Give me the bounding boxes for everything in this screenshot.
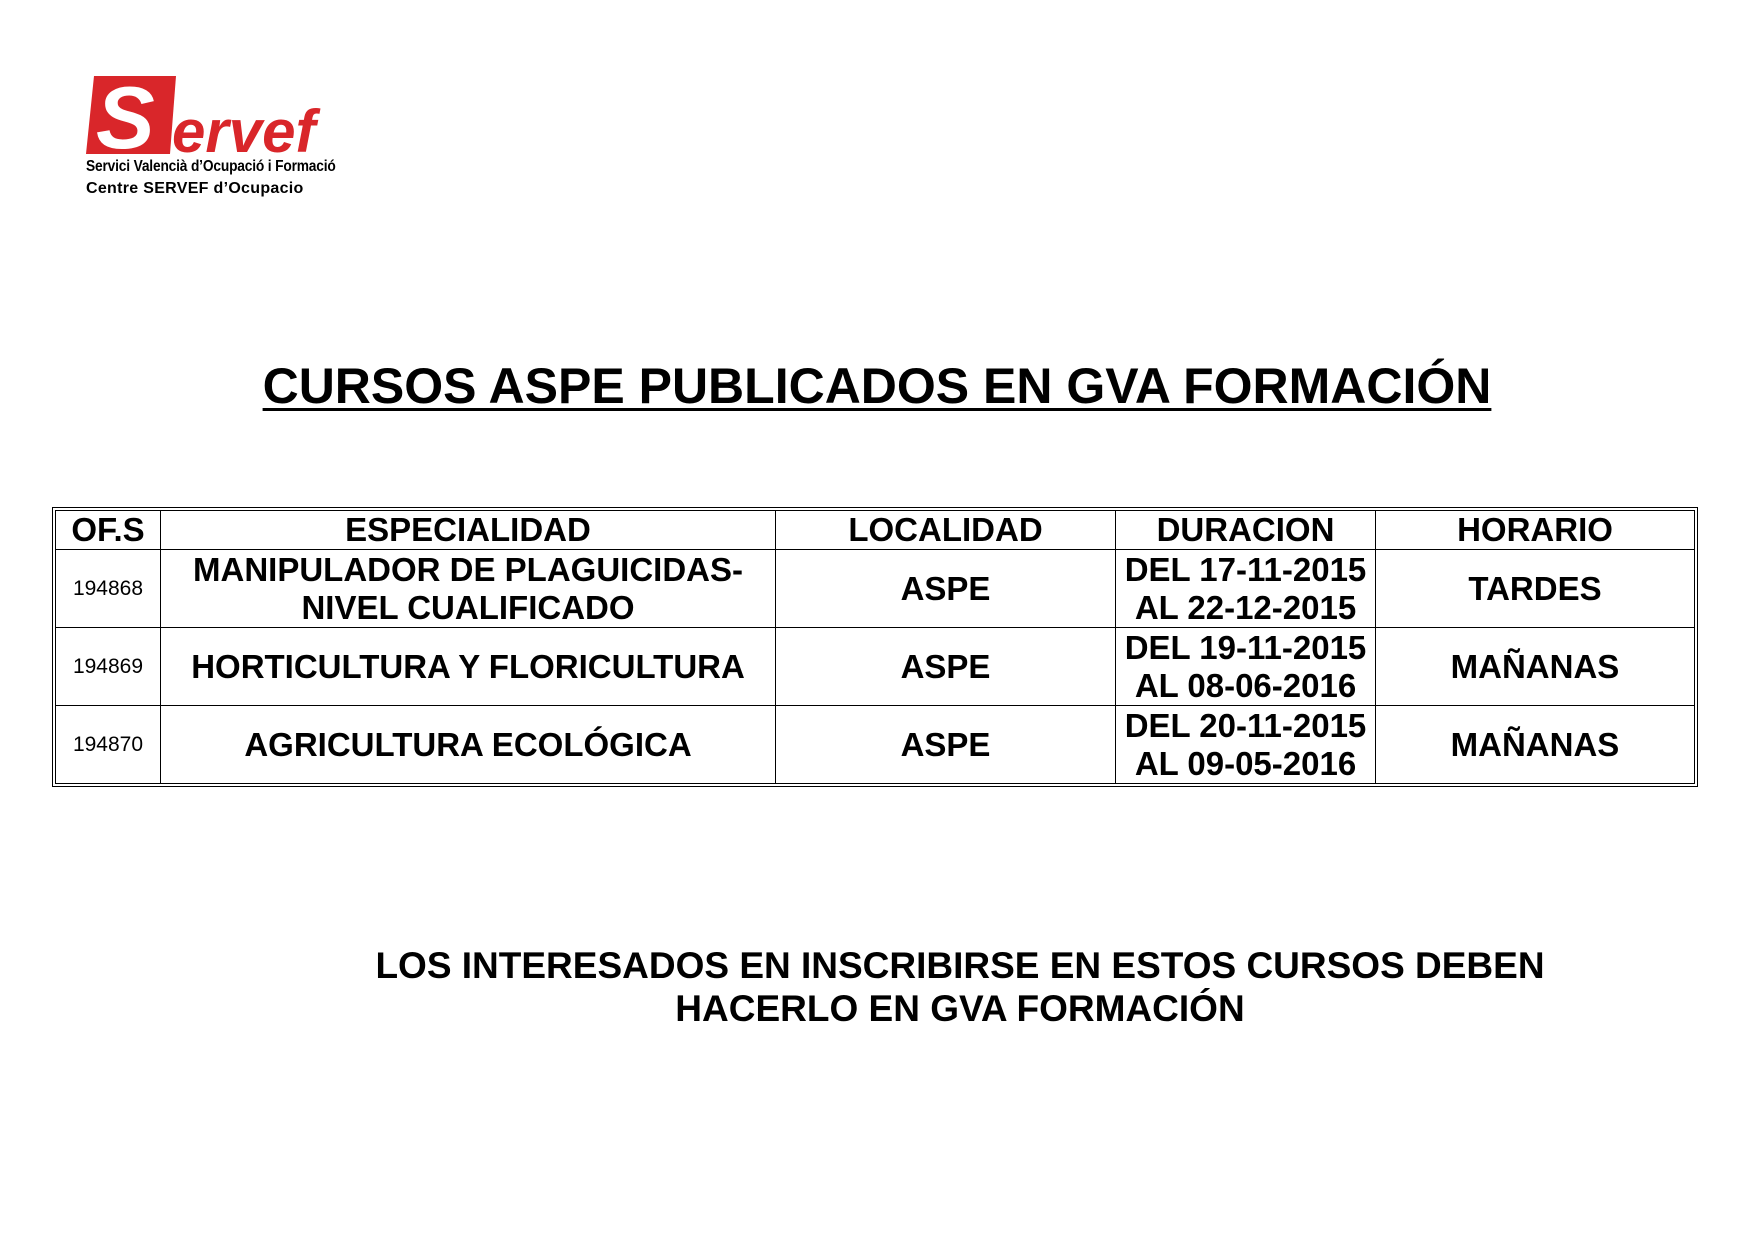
- duracion-start: DEL 20-11-2015: [1124, 706, 1367, 744]
- header-localidad: LOCALIDAD: [776, 511, 1116, 550]
- table-row: [56, 550, 1695, 628]
- svg-text:ervef: ervef: [172, 98, 316, 158]
- duracion-start: DEL 19-11-2015: [1124, 628, 1367, 666]
- cell-duracion: [1116, 550, 1376, 628]
- cell-localidad: ASPE: [776, 550, 1116, 628]
- registration-note-line-1: LOS INTERESADOS EN INSCRIBIRSE EN ESTOS CURSOS DEBEN: [375, 945, 1545, 986]
- logo-subtitle-organization: Servici Valencià d’Ocupació i Formació: [86, 158, 336, 175]
- especialidad-line-1: HORTICULTURA Y FLORICULTURA: [191, 647, 745, 685]
- servef-logo: [86, 74, 366, 204]
- duracion-end: AL 09-05-2016: [1134, 744, 1357, 782]
- header-horario: HORARIO: [1376, 511, 1695, 550]
- cell-horario: TARDES: [1376, 550, 1695, 628]
- header-ofs: OF.S: [56, 511, 161, 550]
- servef-logo-mark: [86, 74, 366, 158]
- page-title: [0, 358, 1754, 414]
- logo-subtitle-centre: Centre SERVEF d’Ocupacio: [86, 180, 304, 197]
- especialidad-line-2: NIVEL CUALIFICADO: [301, 588, 635, 626]
- cell-ofs: 194868: [56, 550, 161, 628]
- header-especialidad: ESPECIALIDAD: [161, 511, 776, 550]
- cell-especialidad: [161, 628, 776, 706]
- cell-horario: MAÑANAS: [1376, 706, 1695, 784]
- svg-text:S: S: [96, 74, 155, 158]
- courses-table: [55, 510, 1695, 784]
- table-row: [56, 706, 1695, 784]
- courses-table-frame: [52, 507, 1698, 787]
- cell-ofs: 194869: [56, 628, 161, 706]
- registration-note-line-2: HACERLO EN GVA FORMACIÓN: [675, 988, 1245, 1029]
- header-duracion: DURACION: [1116, 511, 1376, 550]
- cell-localidad: ASPE: [776, 706, 1116, 784]
- cell-especialidad: [161, 550, 776, 628]
- duracion-end: AL 22-12-2015: [1134, 588, 1357, 626]
- cell-especialidad: [161, 706, 776, 784]
- table-header-row: [56, 511, 1695, 550]
- cell-duracion: [1116, 706, 1376, 784]
- page-title-text: CURSOS ASPE PUBLICADOS EN GVA FORMACIÓN: [262, 358, 1492, 414]
- table-row: [56, 628, 1695, 706]
- cell-localidad: ASPE: [776, 628, 1116, 706]
- especialidad-line-1: AGRICULTURA ECOLÓGICA: [244, 725, 692, 763]
- cell-horario: MAÑANAS: [1376, 628, 1695, 706]
- especialidad-line-1: MANIPULADOR DE PLAGUICIDAS-: [193, 550, 743, 588]
- cell-duracion: [1116, 628, 1376, 706]
- duracion-end: AL 08-06-2016: [1134, 666, 1357, 704]
- registration-note: [300, 944, 1620, 1030]
- duracion-start: DEL 17-11-2015: [1124, 550, 1367, 588]
- cell-ofs: 194870: [56, 706, 161, 784]
